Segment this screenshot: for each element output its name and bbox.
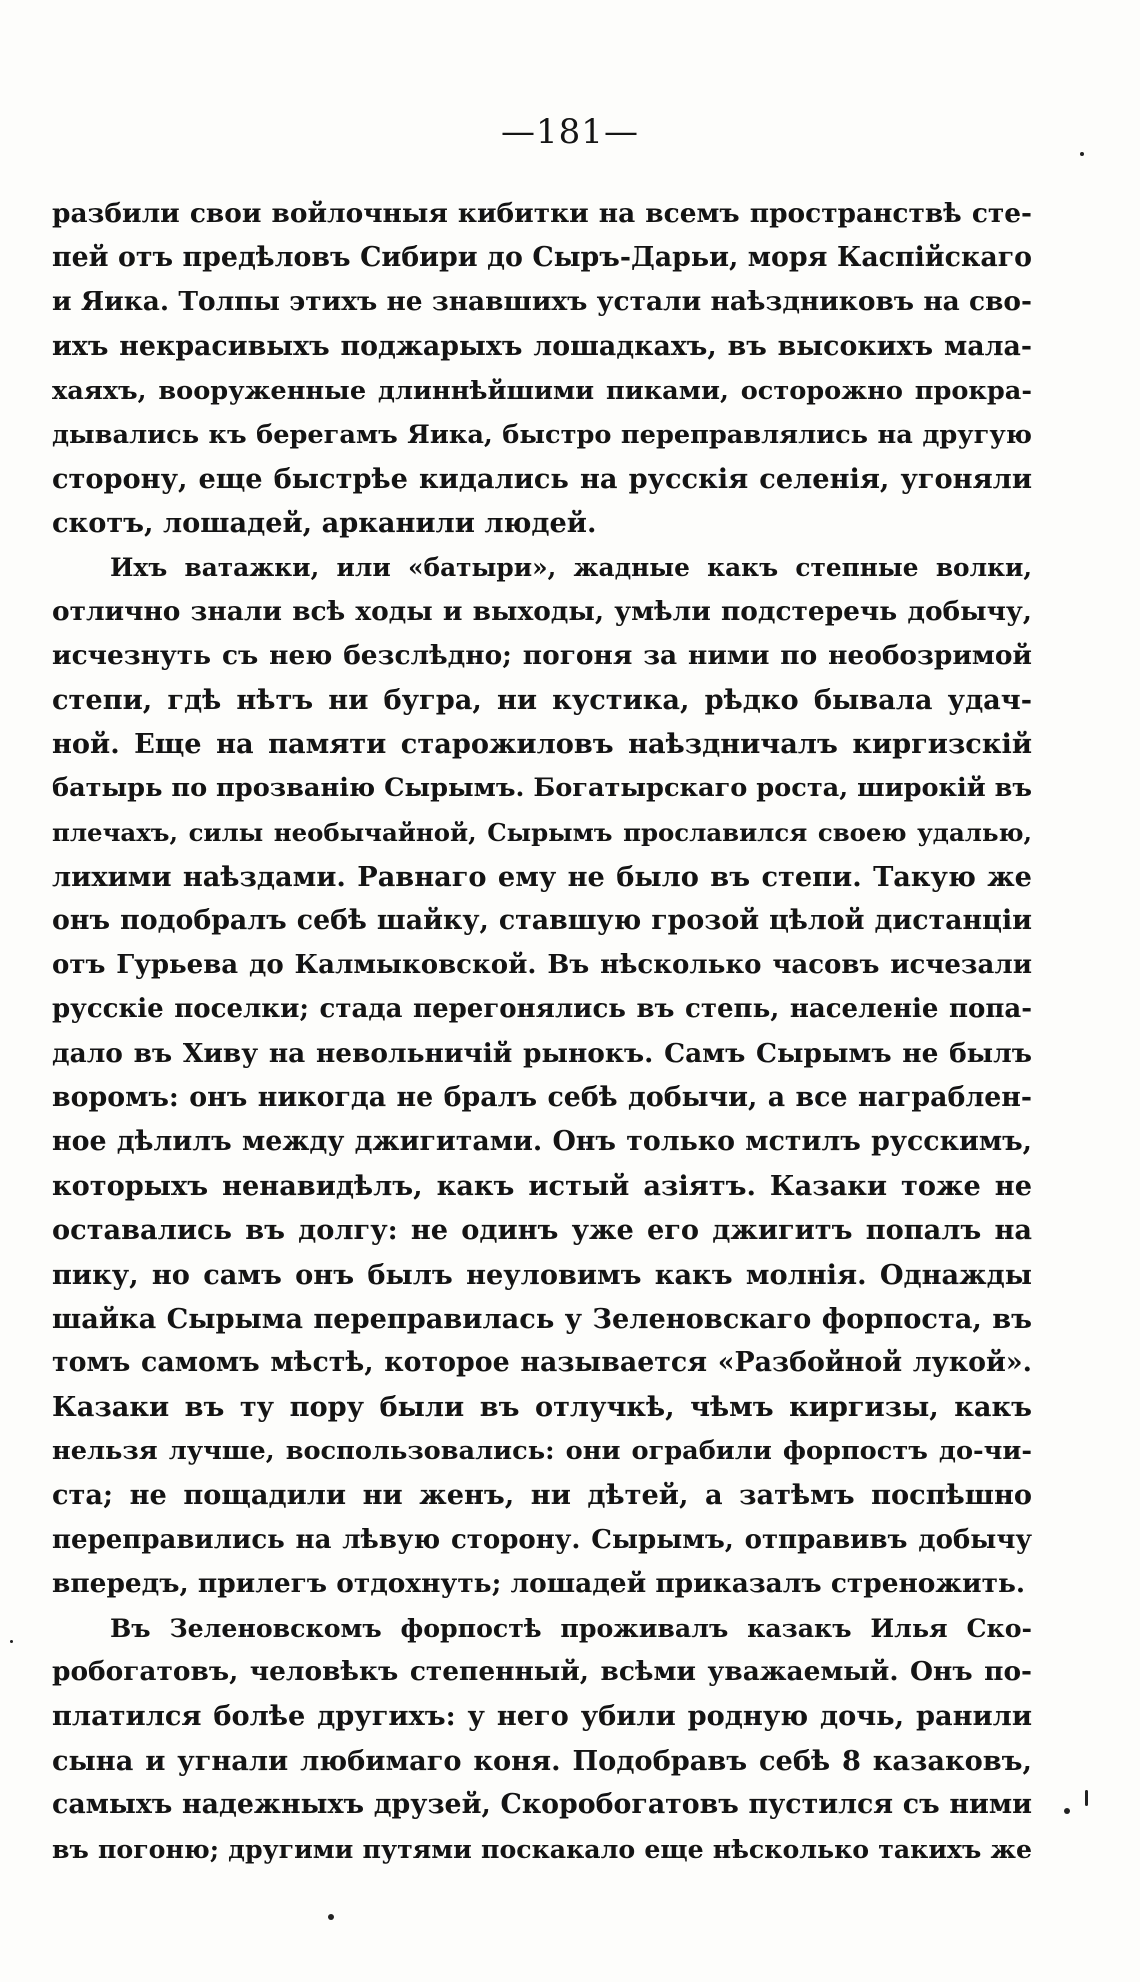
text-line: впередъ, прилегъ отдохнуть; лошадей приказалъ стреножить. [52,1567,1026,1599]
print-speck [1064,1808,1070,1814]
text-line: батырь по прозванію Сырымъ. Богатырскаго роста, широкій въ [52,773,1033,804]
text-line: переправились на лѣвую сторону. Сырымъ, отправивъ добычу [52,1524,1032,1555]
text-line: Ихъ ватажки, или «батыри», жадные какъ степные волки, [110,552,1032,582]
print-speck [1080,152,1084,156]
text-line: нельзя лучше, воспользовались: они ограбили форпостъ до-чи- [52,1436,1032,1467]
text-line: исчезнуть съ нею безслѣдно; погоня за ними по необозримой [52,639,1032,671]
print-speck [10,1640,13,1643]
text-line: хаяхъ, вооруженные длиннѣйшими пиками, осторожно прокра- [52,375,1032,406]
text-line: степи, гдѣ нѣтъ ни бугра, ни кустика, рѣдко бывала удач- [52,684,1032,717]
print-speck [1085,1790,1088,1806]
text-line: дывались къ берегамъ Яика, быстро переправлялись на другую [52,419,1032,450]
text-line: плечахъ, силы необычайной, Сырымъ прославился своею удалью, [52,817,1032,847]
text-line: робогатовъ, человѣкъ степенный, всѣми уважаемый. Онъ по- [52,1656,1032,1688]
text-line: воромъ: онъ никогда не бралъ себѣ добычи, а все награблен- [52,1081,1032,1113]
text-line: сторону, еще быстрѣе кидались на русскія селенія, угоняли [52,463,1032,496]
text-line: ихъ некрасивыхъ поджарыхъ лошадкахъ, въ высокихъ мала- [52,330,1032,362]
text-line: шайка Сырыма переправилась у Зеленовскаго форпоста, въ [52,1302,1032,1335]
text-line: разбили свои войлочныя кибитки на всемъ пространствѣ сте- [52,198,1032,229]
text-line: отъ Гурьева до Калмыковской. Въ нѣсколько часовъ исчезали [52,950,1032,981]
text-line: въ погоню; другими путями поскакало еще нѣсколько такихъ же [52,1833,1032,1864]
page-number: —181— [501,112,639,152]
text-line: ное дѣлилъ между джигитами. Онъ только мстилъ русскимъ, [52,1125,1032,1157]
body-text [52,192,1032,1871]
text-line: платился болѣе другихъ: у него убили родную дочь, ранили [52,1700,1032,1733]
text-line: пику, но самъ онъ былъ неуловимъ какъ молнія. Однажды [52,1258,1032,1291]
text-line: Въ Зеленовскомъ форпостѣ проживалъ казакъ Илья Ско- [110,1613,1032,1643]
text-line: самыхъ надежныхъ друзей, Скоробогатовъ пустился съ ними [52,1788,1032,1820]
text-line: Казаки въ ту пору были въ отлучкѣ, чѣмъ киргизы, какъ [52,1391,1032,1424]
text-line: оставались въ долгу: не одинъ уже его джигитъ попалъ на [52,1214,1032,1247]
print-speck [328,1914,334,1920]
text-line: пей отъ предѣловъ Сибири до Сыръ-Дарьи, моря Каспійскаго [52,242,1032,274]
text-line: онъ подобралъ себѣ шайку, ставшую грозой цѣлой дистанціи [52,905,1032,936]
text-line: и Яика. Толпы этихъ не знавшихъ устали наѣздниковъ на сво- [52,286,1032,318]
text-line: которыхъ ненавидѣлъ, какъ истый азіятъ. Казаки тоже не [52,1170,1032,1203]
text-line: ной. Еще на памяти старожиловъ наѣздничалъ киргизскій [52,728,1032,761]
text-line: ста; не пощадили ни женъ, ни дѣтей, а затѣмъ поспѣшно [52,1479,1032,1512]
text-line: лихими наѣздами. Равнаго ему не было въ степи. Такую же [52,860,1032,893]
text-line: отлично знали всѣ ходы и выходы, умѣли подстеречь добычу, [52,595,1032,627]
text-line: дало въ Хиву на невольничій рынокъ. Самъ Сырымъ не былъ [52,1037,1032,1069]
text-line: русскіе поселки; стада перегонялись въ степь, населеніе попа- [52,994,1032,1025]
text-line: томъ самомъ мѣстѣ, которое называется «Разбойной лукой». [52,1346,1032,1378]
text-line: скотъ, лошадей, арканили людей. [52,507,597,540]
text-line: сына и угнали любимаго коня. Подобравъ себѣ 8 казаковъ, [52,1744,1032,1777]
